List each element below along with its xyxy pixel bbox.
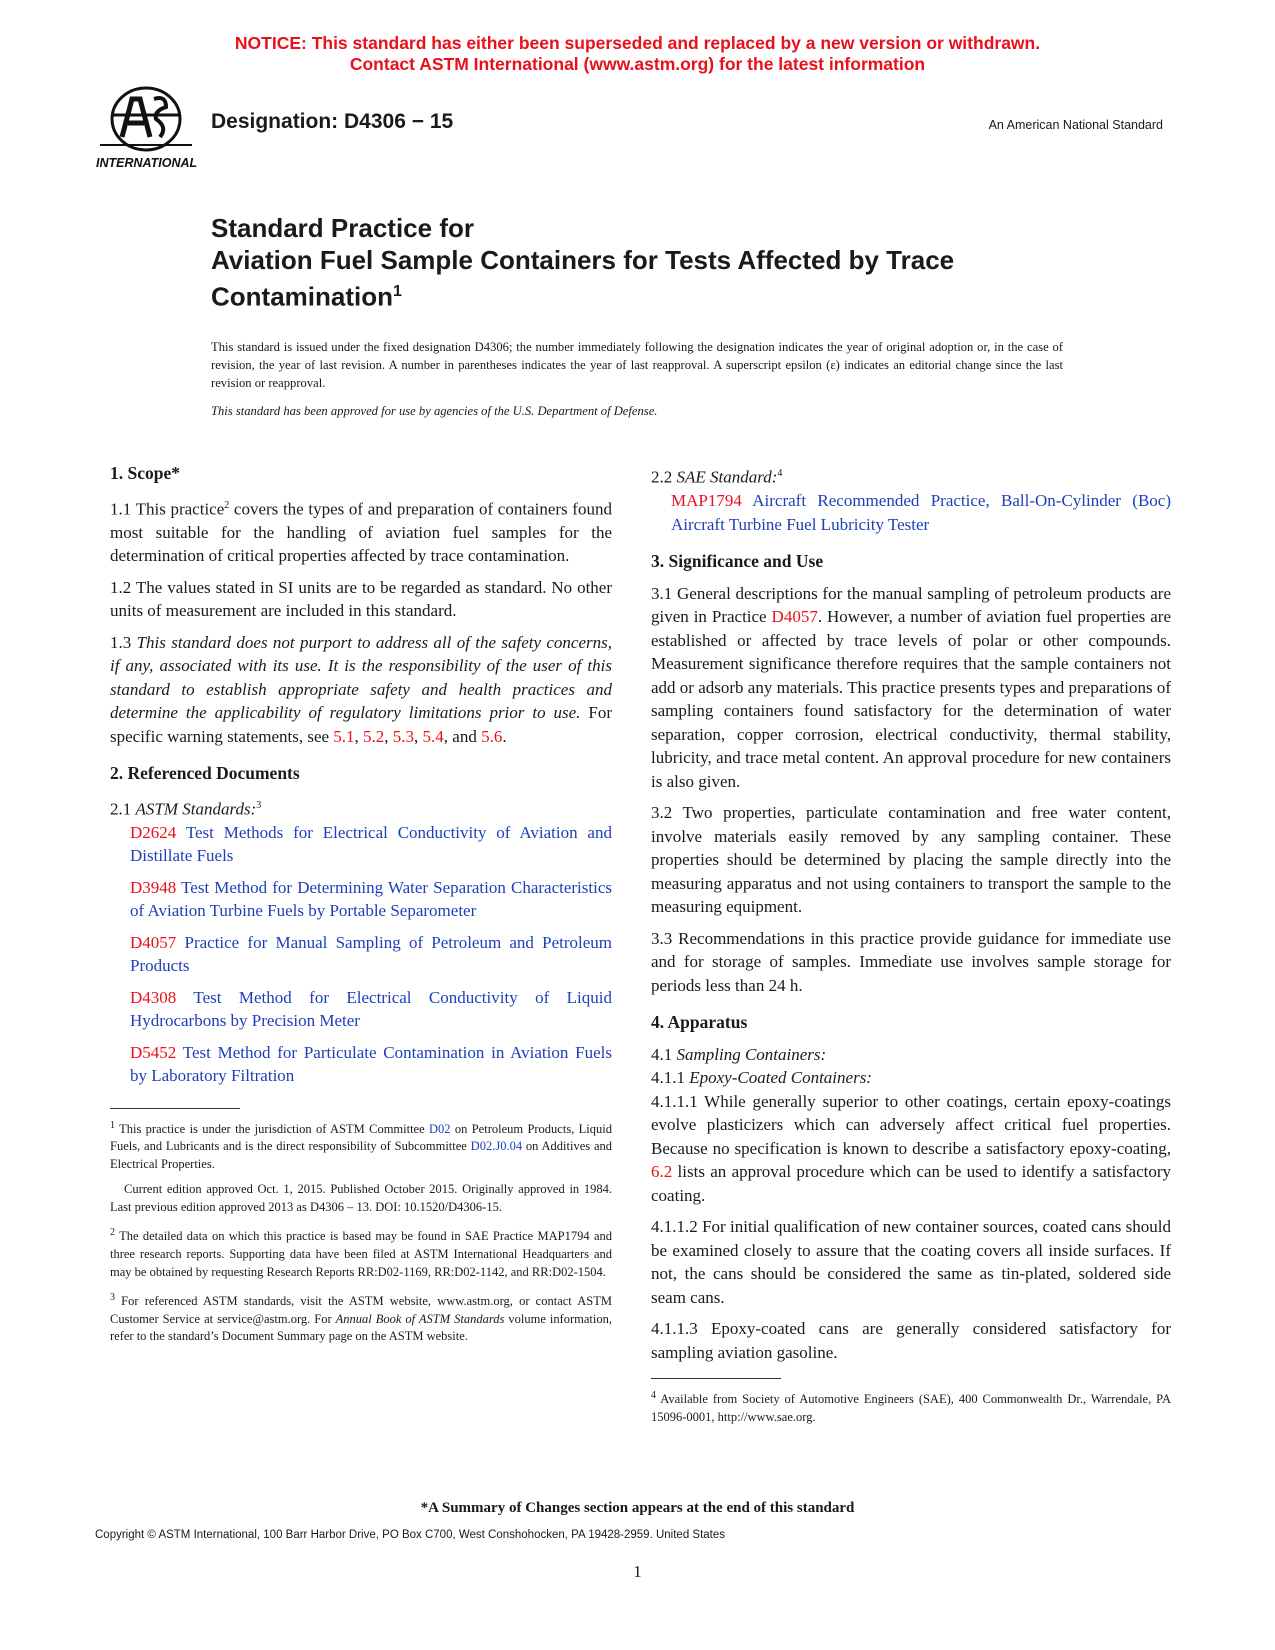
para-4-1-1-3: 4.1.1.3 Epoxy-coated cans are generally considered satisfactory for sampling aviation gasoline. <box>651 1319 1171 1362</box>
para-3-2: 3.2 Two properties, particulate contamination and free water content, involve materials easily removed by any sampling container. These properties should be determined by placing the sample directly into the measuring apparatus and not using containers to transport the sample to the measuring equipment. <box>651 803 1171 917</box>
ref-map1794[interactable]: MAP1794 Aircraft Recommended Practice, Ball-On-Cylinder (Boc) Aircraft Turbine Fuel Lubricity Tester <box>671 491 1172 534</box>
withdrawal-notice <box>0 33 1275 75</box>
document-title <box>211 212 1111 313</box>
issuance-statement <box>211 338 1063 420</box>
section-significance-heading: 3. Significance and Use <box>651 551 824 572</box>
notice-line-1: NOTICE: This standard has either been superseded and replaced by a new version or withdrawn. <box>234 33 1041 53</box>
footnote-4: $^4$ Available from Society of Automotive Engineers (SAE), 400 Commonwealth Dr., Warrendale, PA 15096-0001, http://www.sae.org. <box>651 1390 1171 1424</box>
link-d02-j0-04[interactable]: D02.J0.04 <box>470 1139 523 1154</box>
para-4-1-1: 4.1.1 Epoxy-Coated Containers: <box>651 1068 872 1088</box>
para-4-1: 4.1 Sampling Containers: <box>651 1044 827 1064</box>
link-5-6[interactable]: 5.6 <box>481 726 503 746</box>
para-2-1: 2.1 ASTM Standards:$^3$ <box>110 799 262 819</box>
footnote-divider <box>110 1108 240 1109</box>
fn3-ref[interactable]: 3 <box>256 799 262 811</box>
ref-d3948[interactable]: D3948 Test Method for Determining Water Separation Characteristics of Aviation Turbine Fuels by Portable Separometer <box>130 877 612 921</box>
left-column <box>110 462 612 1354</box>
section-refdocs-heading: 2. Referenced Documents <box>110 763 300 784</box>
fn2-ref[interactable]: 2 <box>224 499 230 511</box>
title-text: Aviation Fuel Sample Containers for Tests Affected by Trace Contamination <box>211 245 955 312</box>
link-d4057[interactable]: D4057 <box>771 607 818 627</box>
link-5-1[interactable]: 5.1 <box>333 726 355 746</box>
page-number: 1 <box>633 1562 642 1581</box>
ref-d4057[interactable]: D4057 Practice for Manual Sampling of Petroleum and Petroleum Products <box>130 932 613 976</box>
logo-text: INTERNATIONAL <box>96 156 198 170</box>
astm-logo-icon <box>92 85 200 175</box>
fn4-ref[interactable]: 4 <box>777 468 783 479</box>
american-national-standard: An American National Standard <box>988 118 1163 132</box>
section-scope-heading: 1. Scope* <box>110 463 180 483</box>
footnote-1-edition: Current edition approved Oct. 1, 2015. Published October 2015. Originally approved in 1984. Last previous edition approved 2013 as D4306 – 13. DOI: 10.1520/D4306-15. <box>110 1182 612 1214</box>
para-3-3: 3.3 Recommendations in this practice provide guidance for immediate use and for storage of samples. Immediate use involves sample storage for periods less than 24 h. <box>651 928 1171 995</box>
title-line-1: Standard Practice for <box>211 213 474 243</box>
summary-of-changes-note: *A Summary of Changes section appears at the end of this standard <box>420 1500 855 1516</box>
para-3-1: 3.1 General descriptions for the manual sampling of petroleum products are given in Practice D4057. However, a number of aviation fuel properties are established or affected by trace levels of polar or other compounds. Measurement significance therefore requires that the sample containers not add or adsorb any materials. This practice presents types and preparations of sampling containers found satisfactory for the determination of water separation, copper corrosion, electrical conductivity, thermal stability, lubricity, and trace metal content. An approval procedure for new containers is also given. <box>651 583 1171 791</box>
link-d02[interactable]: D02 <box>429 1121 451 1136</box>
para-4-1-1-1: 4.1.1.1 While generally superior to other coatings, certain epoxy-coatings evolve plasticizers which can adversely affect critical fuel properties. Because no specification is known to describe a satisfactory epoxy-coating, 6.2 lists an approval procedure which can be used to identify a satisfactory coating. <box>651 1091 1171 1205</box>
ref-d2624[interactable]: D2624 Test Methods for Electrical Conductivity of Aviation and Distillate Fuels <box>130 822 612 866</box>
title-line-2 <box>211 244 1111 313</box>
section-apparatus-heading: 4. Apparatus <box>651 1012 748 1033</box>
ref-d4308[interactable]: D4308 Test Method for Electrical Conductivity of Liquid Hydrocarbons by Precision Meter <box>130 987 612 1031</box>
issued-text: This standard is issued under the fixed designation D4306; the number immediately following the designation indicates the year of original adoption or, in the case of revision, the year of last revision. A number in parentheses indicates the year of last reapproval. A superscript epsilon (ε) indicates an editorial change since the last revision or reapproval. <box>211 340 1063 390</box>
title-footnote-ref[interactable]: 1 <box>393 283 402 300</box>
link-6-2[interactable]: 6.2 <box>651 1162 673 1182</box>
ref-d5452[interactable]: D5452 Test Method for Particulate Contamination in Aviation Fuels by Laboratory Filtration <box>130 1042 612 1086</box>
dod-approval: This standard has been approved for use by agencies of the U.S. Department of Defense. <box>211 404 658 418</box>
para-2-2: 2.2 SAE Standard:$^4$ <box>651 467 783 487</box>
footnote-3: $^3$ For referenced ASTM standards, visit the ASTM website, www.astm.org, or contact ASTM Customer Service at service@astm.org. For Annual Book of ASTM Standards volume information, refer to the standard’s Document Summary page on the ASTM website. <box>110 1292 613 1344</box>
link-5-3[interactable]: 5.3 <box>392 726 415 746</box>
footnote-1: $^1$ This practice is under the jurisdiction of ASTM Committee D02 on Petroleum Products, Liquid Fuels, and Lubricants and is the direct responsibility of Subcommittee D02.J0.04 on Additives and Electrical Properties. <box>110 1119 612 1171</box>
para-4-1-1-2: 4.1.1.2 For initial qualification of new container sources, coated cans should be examined closely to assure that the coating covers all inside surfaces. If not, the cans should be considered the same as tin-plated, soldered side seam cans. <box>651 1217 1171 1307</box>
para-1-2: 1.2 The values stated in SI units are to be regarded as standard. No other units of measurement are included in this standard. <box>110 577 612 621</box>
link-5-2[interactable]: 5.2 <box>363 726 385 746</box>
copyright: Copyright © ASTM International, 100 Barr Harbor Drive, PO Box C700, West Conshohocken, PA 19428-2959. United States <box>95 1529 726 1541</box>
notice-line-2: Contact ASTM International (www.astm.org) for the latest information <box>349 54 926 74</box>
astm-logo <box>92 85 200 175</box>
right-column <box>651 462 1171 1434</box>
footnote-2: $^2$ The detailed data on which this practice is based may be found in SAE Practice MAP1794 and three research reports. Supporting data have been filed at ASTM International Headquarters and may be obtained by requesting Research Reports RR:D02-1169, RR:D02-1142, and RR:D02-1504. <box>110 1227 612 1279</box>
para-1-1: 1.1 This practice$^2$ covers the types of and preparation of containers found most suitable for the handling of aviation fuel samples for the determination of critical properties affected by trace contamination. <box>110 499 612 566</box>
para-1-3: 1.3 This standard does not purport to address all of the safety concerns, if any, associated with its use. It is the responsibility of the user of this standard to establish appropriate safety and health practices and determine the applicability of regulatory limitations prior to use. For specific warning statements, see 5.1, 5.2, 5.3, 5.4, and 5.6. <box>110 632 612 746</box>
designation: Designation: D4306 − 15 <box>211 110 454 133</box>
link-5-4[interactable]: 5.4 <box>422 726 444 746</box>
footnote-divider-right <box>651 1378 781 1379</box>
